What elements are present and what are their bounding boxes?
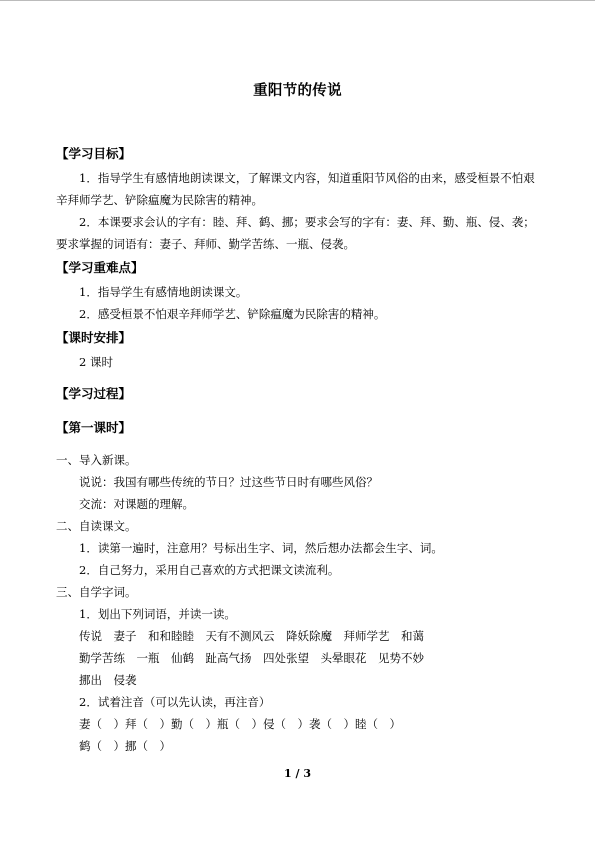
step-3-title: 三、自学字词。 xyxy=(56,585,137,599)
top-rule xyxy=(0,0,595,1)
step-3-item-1: 1．划出下列词语，并读一读。 xyxy=(79,607,236,621)
word-list-row-1: 传说 妻子 和和睦睦 天有不测风云 降妖除魔 拜师学艺 和蔼 xyxy=(79,629,424,643)
step-2-item-1: 1．读第一遍时，注意用？号标出生字、词，然后想办法都会生字、词。 xyxy=(79,541,443,555)
spacer xyxy=(56,407,544,415)
key-point-2: 2．感受桓景不怕艰辛拜师学艺、铲除瘟魔为民除害的精神。 xyxy=(79,307,386,321)
page-title: 重阳节的传说 xyxy=(253,82,342,99)
step-1-talk: 说说：我国有哪些传统的节日？过这些节日时有哪些风俗？ xyxy=(79,475,378,489)
step-1-share: 交流：对课题的理解。 xyxy=(79,497,194,511)
word-list-row-2: 勤学苦练 一瓶 仙鹤 趾高气扬 四处张望 头晕眼花 见势不妙 xyxy=(79,651,424,665)
word-list-row-3: 挪出 侵袭 xyxy=(79,673,137,687)
page-number: 1 / 3 xyxy=(284,767,311,780)
step-2-item-2: 2．自己努力，采用自己喜欢的方式把课文读流利。 xyxy=(79,563,340,577)
section-heading-schedule: 【课时安排】 xyxy=(56,330,132,345)
pinyin-row-1: 妻（ ）拜（ ）勤（ ）瓶（ ）侵（ ）袭（ ）睦（ ） xyxy=(79,717,401,731)
step-2-title: 二、自读课文。 xyxy=(56,519,137,533)
section-heading-key-points: 【学习重难点】 xyxy=(56,260,144,275)
section-heading-goals: 【学习目标】 xyxy=(56,146,132,161)
spacer xyxy=(56,441,544,449)
schedule-text: 2 课时 xyxy=(79,355,113,369)
key-point-1: 1．指导学生有感情地朗读课文。 xyxy=(79,285,248,299)
section-heading-process: 【学习过程】 xyxy=(56,386,132,401)
goal-item-2: 2．本课要求会认的字有：睦、拜、鹤、挪；要求会写的字有：妻、拜、勤、瓶、侵、袭；要求掌握的词语有：妻子、拜师、勤学苦练、一瓶、侵袭。 xyxy=(56,215,535,251)
document-body xyxy=(56,141,544,757)
goal-item-1: 1．指导学生有感情地朗读课文，了解课文内容，知道重阳节风俗的由来，感受桓景不怕艰辛拜师学艺、铲除瘟魔为民除害的精神。 xyxy=(56,171,535,207)
section-heading-lesson-1: 【第一课时】 xyxy=(56,420,132,435)
step-3-item-2: 2．试着注音（可以先认读，再注音） xyxy=(79,695,271,709)
spacer xyxy=(56,373,544,381)
pinyin-row-2: 鹤（ ）挪（ ） xyxy=(79,739,171,753)
step-1-title: 一、导入新课。 xyxy=(56,453,137,467)
